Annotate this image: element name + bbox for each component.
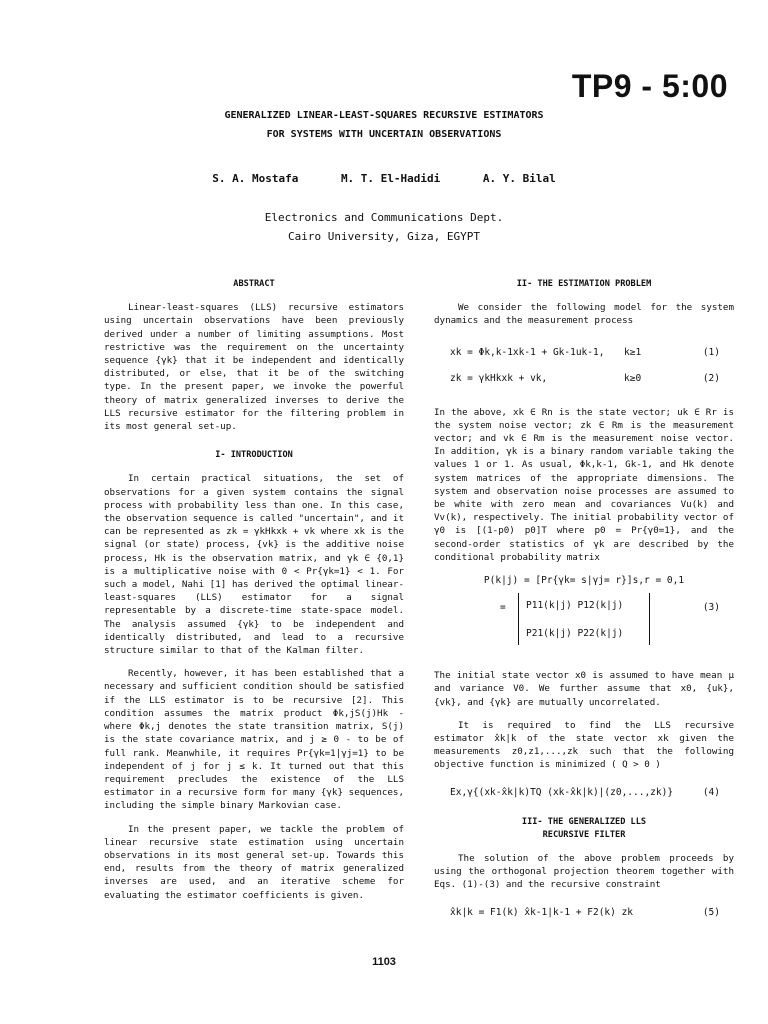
left-column (104, 278, 404, 912)
generalized-filter-heading-1: III- THE GENERALIZED LLS (521, 816, 647, 827)
intro-paragraph-2: Recently, however, it has been established that a necessary and sufficient condition should be satisfied if the LLS estimator is to be recursive [2]. This condition assumes the matrix product Φk,jS(j)Hk - where Φk,j denotes the state transition matrix, S(j) is the state covariance matrix, and j ≥ 0 - to be of full rank. Meanwhile, it requires Pr{γk=1|γj=1} to be independent of j for j ≤ k. It turned out that this requirement precludes the existence of the LLS estimator in a recursive form for many {γk} sequences, including the simple binary Markovian case. (104, 668, 404, 812)
author-2: M. T. El-Hadidi (340, 172, 441, 185)
equation-3-equals: = (500, 602, 506, 614)
paper-title-line-1: GENERALIZED LINEAR-LEAST-SQUARES RECURSIVE ESTIMATORS (224, 110, 544, 121)
equation-3-definition: P(k|j) = [Pr{γk= s|γj= r}]s,r = 0,1 (483, 575, 685, 587)
page-number: 1103 (372, 956, 396, 968)
right-column (434, 278, 734, 928)
equation-1-body: xk = Φk,k-1xk-1 + Gk-1uk-1, (450, 346, 605, 358)
equation-2 (434, 368, 734, 394)
affiliation-university: Cairo University, Giza, EGYPT (287, 230, 481, 243)
introduction-heading: I- INTRODUCTION (215, 450, 293, 461)
generalized-filter-heading-2: RECURSIVE FILTER (542, 829, 626, 840)
estimation-paragraph-3: The initial state vector x0 is assumed to have mean μ and variance V0. We further assume that x0, {uk}, {vk}, and {γk} are mutually uncorrelated. (434, 670, 734, 708)
paper-title-line-2: FOR SYSTEMS WITH UNCERTAIN OBSERVATIONS (266, 129, 502, 140)
author-1: S. A. Mostafa (212, 172, 299, 185)
equation-3-number: (3) (702, 602, 720, 614)
equation-4-number: (4) (702, 786, 720, 798)
equation-2-number: (2) (702, 372, 720, 384)
author-3: A. Y. Bilal (482, 172, 556, 185)
equation-5-number: (5) (702, 906, 720, 918)
equation-5-body: x̂k|k = F1(k) x̂k-1|k-1 + F2(k) zk (450, 906, 634, 918)
generalized-filter-paragraph-1: The solution of the above problem proceeds by using the orthogonal projection theorem together with Eqs. (1)-(3) and the recursive constraint (434, 853, 734, 891)
estimation-paragraph-4: It is required to find the LLS recursive estimator x̂k|k of the state vector xk given the measurements z0,z1,...,zk such that the following objective function is minimized ( Q > 0 ) (434, 719, 734, 771)
equation-2-condition: k≥0 (624, 372, 642, 384)
equation-1 (434, 342, 734, 368)
abstract-heading: ABSTRACT (233, 279, 275, 289)
intro-paragraph-1: In certain practical situations, the set of observations for a given system contains the signal process with probability less than one. In this case, the observation sequence is called "uncertain", and it can be represented as zk = γkHkxk + vk where xk is the signal (or state) process, {vk} is the additive noise process, Hk is the observation matrix, and γk ∈ {0,1} is a multiplicative noise with 0 < Pr{γk=1} < 1. For such a model, Nahi [1] has derived the optimal linear-least-squares (LLS) estimator for a signal representable by a discrete-time state-space model. The analysis assumed {γk} to be independent and identically distributed, and lead to a recursive structure similar to that of the Kalman filter. (104, 473, 404, 657)
equation-4 (434, 782, 734, 808)
equation-1-number: (1) (702, 346, 720, 358)
abstract-text: Linear-least-squares (LLS) recursive estimators using uncertain observations have been previously derived under a number of limiting assumptions. Most restrictive was the requirement on the uncertainty sequence {γk} that it be independent and identically distributed, or else, that it be of the switching type. In the present paper, we invoke the powerful theory of matrix generalized inverses to derive the LLS recursive estimator for the filtering problem in its most general set-up. (104, 302, 404, 433)
equation-5 (434, 902, 734, 928)
equation-4-body: Ex,γ{(xk-x̂k|k)TQ (xk-x̂k|k)|(z0,...,zk)} (450, 786, 674, 798)
equation-3-matrix (434, 593, 734, 659)
intro-paragraph-3: In the present paper, we tackle the problem of linear recursive state estimation using uncertain observations in its most general set-up. Towards this end, results from the theory of matrix generalized inverses are used, and an iterative scheme for evaluating the estimator coefficients is given. (104, 823, 404, 901)
estimation-heading: II- THE ESTIMATION PROBLEM (516, 279, 652, 289)
equation-2-body: zk = γkHkxk + vk, (450, 372, 548, 384)
matrix-row-1: P11(k|j) P12(k|j) (526, 600, 624, 612)
session-tag: TP9 - 5:00 (571, 68, 728, 104)
author-list (0, 172, 768, 185)
equation-1-condition: k≥1 (624, 346, 642, 358)
matrix-row-2: P21(k|j) P22(k|j) (526, 628, 624, 640)
estimation-paragraph-2: In the above, xk ∈ Rn is the state vector; uk ∈ Rr is the system noise vector; zk ∈ Rm is the measurement vector; and vk ∈ Rm is the measurement noise vector. In addition, γk is a binary random variable taking the values 1 or 1. As usual, Φk,k-1, Gk-1, and Hk denote system matrices of the appropriate dimensions. The system and observation noise processes are assumed to be white with zero mean and covariances Vu(k) and Vv(k), respectively. The initial probability vector of γ0 is [(1-p0) p0]T where p0 = Pr{γ0=1}, and the second-order statistics of γk are described by the conditional probability matrix (434, 406, 734, 563)
affiliation-dept: Electronics and Communications Dept. (264, 211, 504, 224)
estimation-paragraph-1: We consider the following model for the system dynamics and the measurement process (434, 302, 734, 327)
affiliation (0, 208, 768, 246)
